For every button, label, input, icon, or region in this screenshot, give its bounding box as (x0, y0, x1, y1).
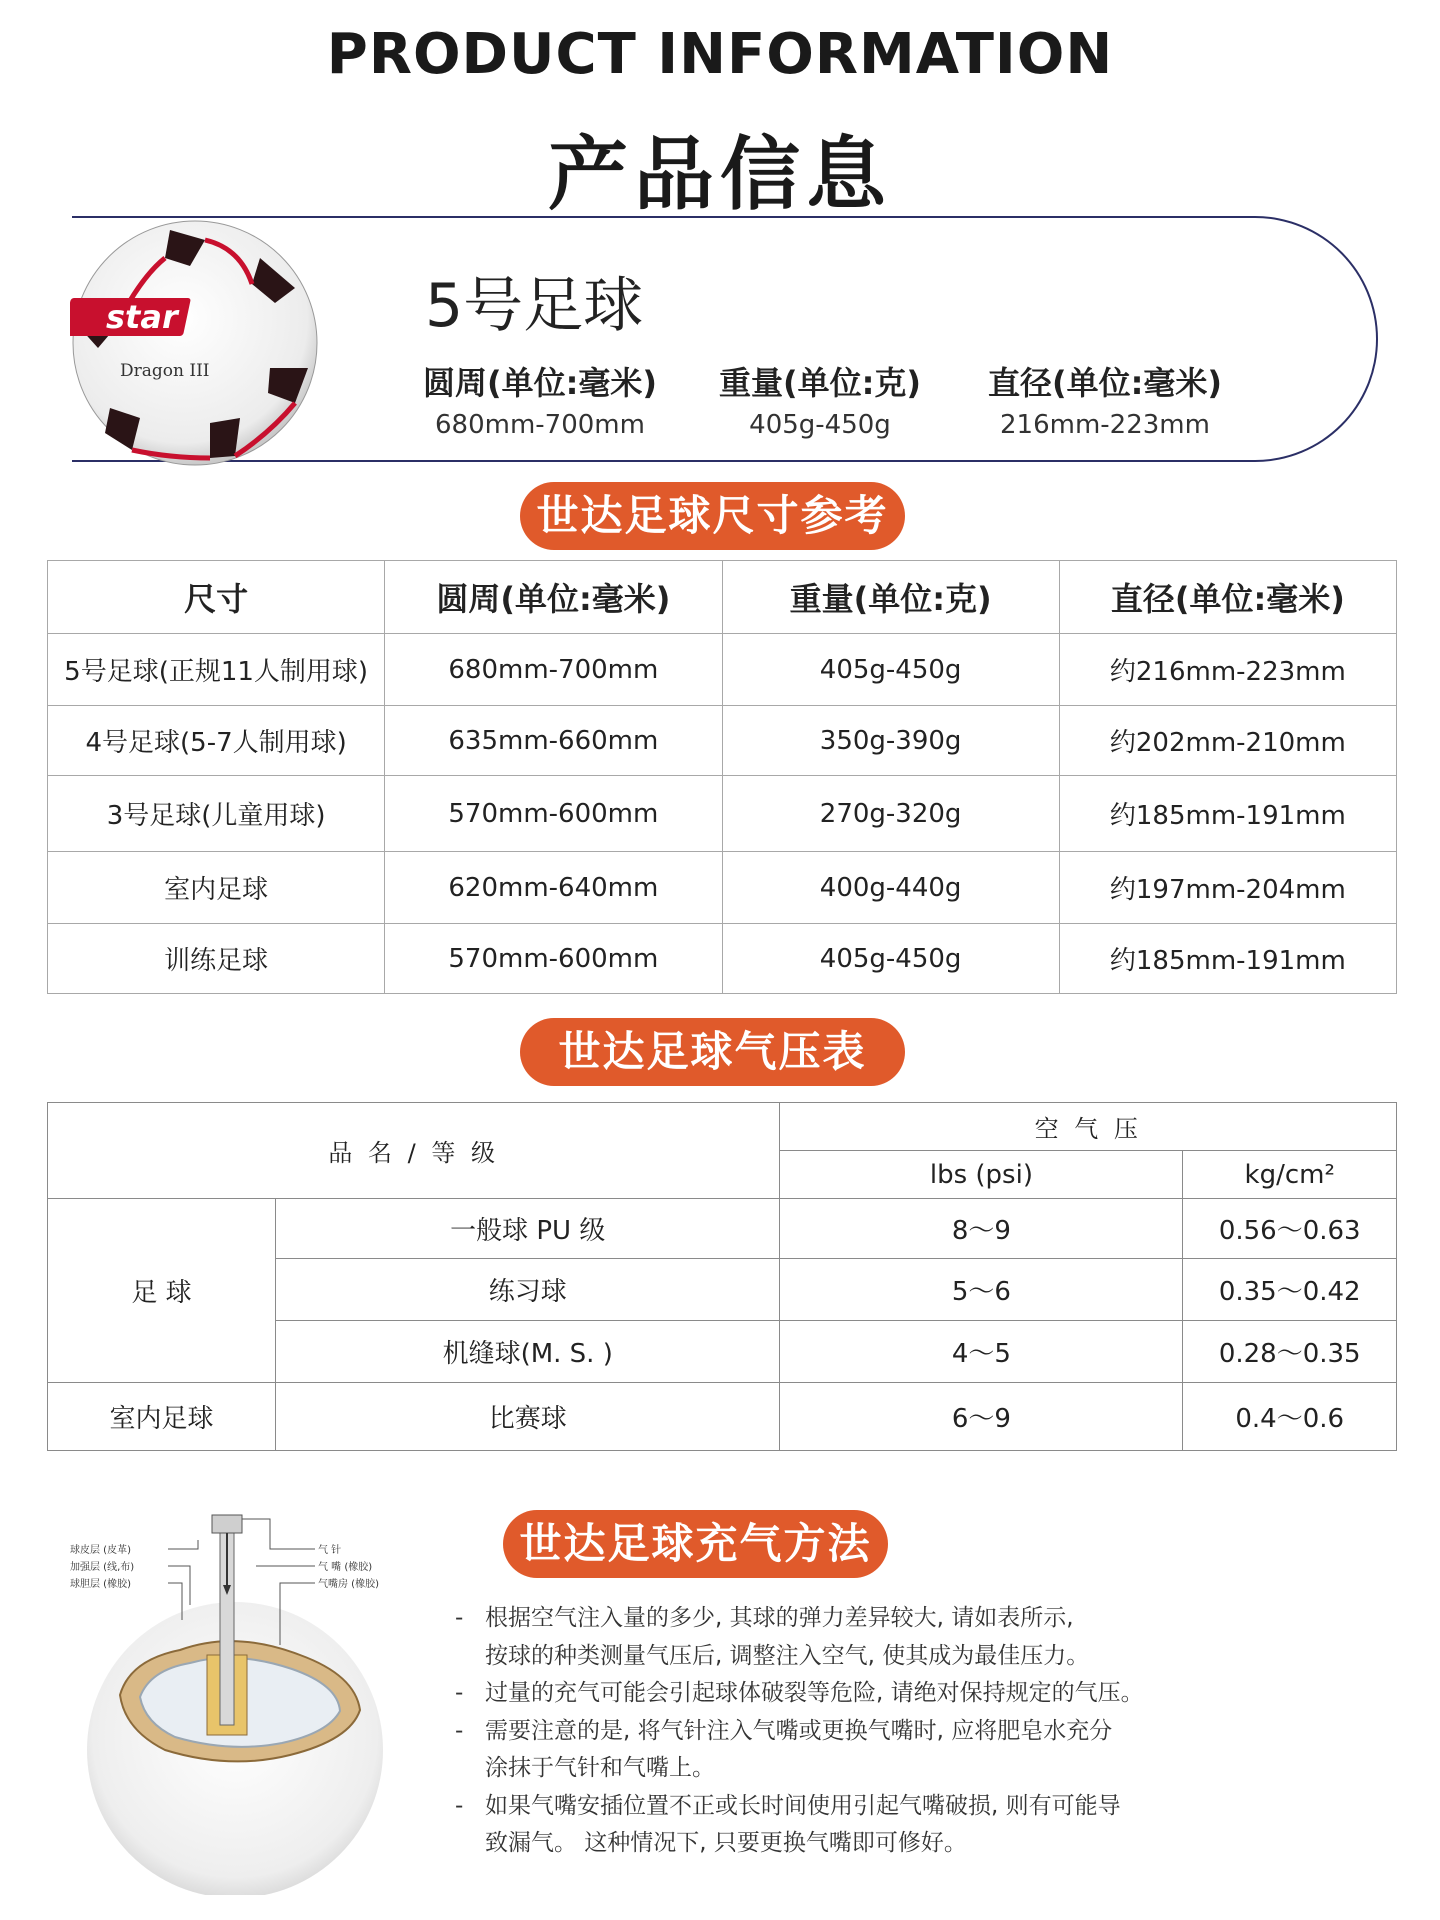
diagram-label-right: 气嘴房 (橡胶) (318, 1579, 379, 1590)
diagram-label-left: 加强层 (线,布) (70, 1562, 135, 1573)
table-row (48, 776, 1397, 852)
page-title-cn: 产品信息 (548, 128, 892, 221)
diagram-label-left: 球皮层 (皮革) (70, 1545, 131, 1556)
instruction-line: 过量的充气可能会引起球体破裂等危险, 请绝对保持规定的气压。 (485, 1680, 1144, 1706)
instruction-line: 致漏气。 这种情况下, 只要更换气嘴即可修好。 (485, 1830, 967, 1856)
size-header-size: 尺寸 (48, 561, 385, 634)
bullet-dash: - (455, 1680, 464, 1706)
pressure-psi: 8～9 (780, 1199, 1183, 1259)
pressure-psi: 5～6 (780, 1259, 1183, 1321)
ball-valve-diagram (70, 1485, 430, 1895)
pressure-section-title: 世达足球气压表 (520, 1018, 905, 1086)
diagram-label-left: 球胆层 (橡胶) (70, 1579, 131, 1590)
size-header-diameter: 直径(单位:毫米) (1059, 561, 1396, 634)
size-cell: 270g-320g (722, 776, 1059, 852)
pressure-table (47, 1102, 1397, 1451)
ball-model-label: Dragon III (120, 361, 210, 381)
size-cell: 350g-390g (722, 706, 1059, 776)
soccer-ball-image (70, 218, 320, 468)
size-cell: 4号足球(5-7人制用球) (48, 706, 385, 776)
pressure-group-indoor: 室内足球 (48, 1383, 276, 1451)
pressure-kg: 0.4～0.6 (1183, 1383, 1397, 1451)
pressure-psi: 4～5 (780, 1321, 1183, 1383)
pressure-unit-psi: lbs (psi) (780, 1151, 1183, 1199)
size-cell: 5号足球(正规11人制用球) (48, 634, 385, 706)
diagram-label-right: 气 嘴 (橡胶) (318, 1562, 373, 1573)
bullet-dash: - (455, 1605, 464, 1631)
size-cell: 635mm-660mm (385, 706, 722, 776)
size-cell: 约185mm-191mm (1059, 776, 1396, 852)
instruction-line: 需要注意的是, 将气针注入气嘴或更换气嘴时, 应将肥皂水充分 (485, 1717, 1113, 1744)
size-cell: 400g-440g (722, 852, 1059, 924)
spec-value-diameter: 216mm-223mm (1000, 410, 1210, 440)
size-cell: 405g-450g (722, 634, 1059, 706)
pressure-grade: 机缝球(M. S. ) (276, 1321, 780, 1383)
bullet-dash: - (455, 1717, 464, 1744)
size-cell: 680mm-700mm (385, 634, 722, 706)
pressure-kg: 0.35～0.42 (1183, 1259, 1397, 1321)
instruction-line: 按球的种类测量气压后, 调整注入空气, 使其成为最佳压力。 (485, 1642, 1090, 1669)
pressure-grade: 比赛球 (276, 1383, 780, 1451)
size-cell: 405g-450g (722, 924, 1059, 994)
size-section-title: 世达足球尺寸参考 (520, 482, 905, 550)
size-cell: 约216mm-223mm (1059, 634, 1396, 706)
pressure-kg: 0.28～0.35 (1183, 1321, 1397, 1383)
spec-value-circumference: 680mm-700mm (435, 410, 645, 440)
size-cell: 570mm-600mm (385, 924, 722, 994)
size-cell: 训练足球 (48, 924, 385, 994)
table-row (48, 634, 1397, 706)
table-row (48, 1383, 1397, 1451)
size-header-circumference: 圆周(单位:毫米) (385, 561, 722, 634)
instruction-line: 根据空气注入量的多少, 其球的弹力差异较大, 请如表所示, (485, 1605, 1074, 1631)
product-name: 5号足球 (425, 271, 644, 341)
instruction-line: 涂抹于气针和气嘴上。 (485, 1755, 715, 1781)
size-cell: 约197mm-204mm (1059, 852, 1396, 924)
list-item (455, 1675, 1415, 1713)
table-row (48, 706, 1397, 776)
spec-label-circumference: 圆周(单位:毫米) (422, 364, 658, 402)
size-cell: 约202mm-210mm (1059, 706, 1396, 776)
pressure-header-air: 空 气 压 (780, 1103, 1397, 1151)
inflation-instructions (455, 1600, 1415, 1863)
size-cell: 约185mm-191mm (1059, 924, 1396, 994)
pressure-psi: 6～9 (780, 1383, 1183, 1451)
size-header-weight: 重量(单位:克) (722, 561, 1059, 634)
page-title-en: PRODUCT INFORMATION (326, 22, 1114, 87)
size-cell: 3号足球(儿童用球) (48, 776, 385, 852)
size-table (47, 560, 1397, 994)
inflate-section-title: 世达足球充气方法 (503, 1510, 888, 1578)
table-row (48, 1199, 1397, 1259)
pressure-group-soccer: 足 球 (48, 1199, 276, 1383)
list-item (455, 1713, 1415, 1788)
table-row (48, 852, 1397, 924)
spec-label-diameter: 直径(单位:毫米) (987, 364, 1223, 402)
size-cell: 室内足球 (48, 852, 385, 924)
ball-brand-logo (70, 298, 191, 336)
pressure-unit-kg: kg/cm² (1183, 1151, 1397, 1199)
pressure-grade: 一般球 PU 级 (276, 1199, 780, 1259)
size-cell: 570mm-600mm (385, 776, 722, 852)
pressure-grade: 练习球 (276, 1259, 780, 1321)
pressure-header-name: 品 名 / 等 级 (48, 1103, 780, 1199)
spec-label-weight: 重量(单位:克) (718, 364, 922, 402)
table-row (48, 924, 1397, 994)
bullet-dash: - (455, 1792, 464, 1819)
size-cell: 620mm-640mm (385, 852, 722, 924)
spec-value-weight: 405g-450g (749, 410, 891, 440)
pressure-kg: 0.56～0.63 (1183, 1199, 1397, 1259)
list-item (455, 1600, 1415, 1675)
diagram-label-right: 气 针 (318, 1545, 342, 1556)
list-item (455, 1788, 1415, 1863)
instruction-line: 如果气嘴安插位置不正或长时间使用引起气嘴破损, 则有可能导 (485, 1792, 1121, 1819)
svg-text:star: star (106, 298, 178, 336)
